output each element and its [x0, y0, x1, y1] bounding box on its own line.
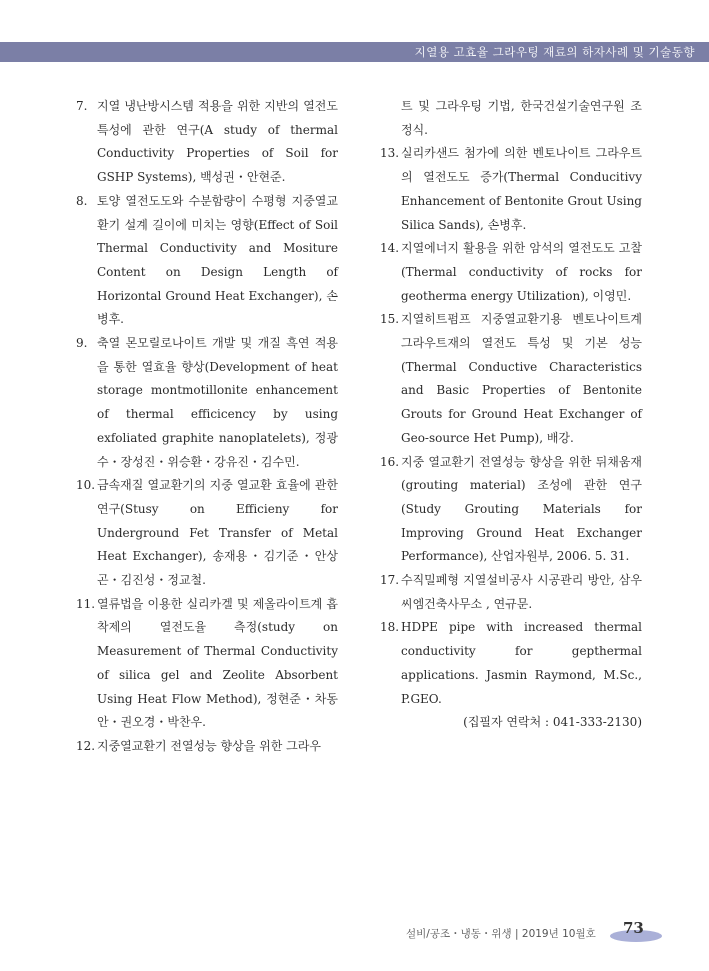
- reference-text: 트 및 그라우팅 기법, 한국건설기술연구원 조정식.: [401, 99, 642, 137]
- reference-item: [380, 451, 642, 570]
- reference-number: 16.: [380, 454, 400, 469]
- reference-text: 지열 냉난방시스템 적용을 위한 지반의 열전도 특성에 관한 연구(A study of thermal Conductivity Properties of Soil for GSHP Systems), 백성권・안현준.: [97, 99, 338, 185]
- header-band: [0, 42, 709, 62]
- reference-number: 15.: [380, 312, 400, 327]
- reference-number: 10.: [76, 478, 96, 493]
- reference-item: [76, 190, 338, 332]
- reference-text: 열류법을 이용한 실리카겔 및 제올라이트계 흡착제의 열전도율 측정(study on Measurement of Thermal Conductivity of silica gel and Zeolite Absorbent Using Heat Flow Method), 정현준・차동안・권오경・박찬우.: [97, 596, 338, 730]
- reference-text: 지중 열교환기 전열성능 향상을 위한 뒤채움재(grouting material) 조성에 관한 연구(Study Grouting Materials for Improving Ground Heat Exchanger Performance), 산업자원부, 2006. 5. 31.: [401, 454, 642, 564]
- reference-item-continued: [380, 95, 642, 142]
- reference-number: 7.: [76, 99, 88, 113]
- reference-item: [380, 237, 642, 308]
- references-right-column: [380, 95, 642, 735]
- author-contact: (집필자 연락처 : 041-333-2130): [463, 715, 642, 730]
- reference-item: [76, 95, 338, 190]
- references-left-column: [76, 95, 338, 759]
- footer-publication: 설비/공조・냉동・위생 | 2019년 10월호: [406, 928, 596, 940]
- reference-number: 17.: [380, 573, 400, 588]
- reference-text: HDPE pipe with increased thermal conductivity for gepthermal applications. Jasmin Raymond, M.Sc., P.GEO.: [401, 620, 642, 706]
- reference-number: 13.: [380, 146, 400, 161]
- reference-item: [380, 616, 642, 711]
- reference-text: 금속재질 열교환기의 지중 열교환 효율에 관한 연구(Stusy on Efficieny for Underground Fet Transfer of Metal Heat Exchanger), 송재용・김기준・안상곤・김진성・정교철.: [97, 478, 338, 588]
- reference-text: 실리카샌드 첨가에 의한 벤토나이트 그라우트의 열전도도 증가(Thermal Conducitivy Enhancement of Bentonite Grout Using Silica Sands), 손병후.: [401, 146, 642, 232]
- reference-text: 토양 열전도도와 수분함량이 수평형 지중열교환기 설계 길이에 미치는 영향(Effect of Soil Thermal Conductivity and Mositure Content on Design Length of Horizontal Ground Heat Exchanger), 손병후.: [97, 193, 338, 327]
- reference-number: 11.: [76, 596, 96, 611]
- reference-text: 수직밀폐형 지열설비공사 시공관리 방안, 삼우씨엠건축사무소 , 연규문.: [401, 573, 642, 611]
- reference-text: 지열에너지 활용을 위한 암석의 열전도도 고찰(Thermal conductivity of rocks for geotherma energy Utilization), 이영민.: [401, 241, 642, 303]
- reference-number: 9.: [76, 336, 88, 351]
- reference-text: 축열 몬모릴로나이트 개발 및 개질 흑연 적용을 통한 열효율 향상(Development of heat storage montmotillonite enhancement of thermal efficicency by using exfoliated graphite nanoplatelets), 정광수・장성진・위승환・강유진・김수민.: [97, 336, 338, 469]
- reference-item: [380, 569, 642, 616]
- reference-item: [76, 332, 338, 474]
- reference-item: [76, 735, 338, 759]
- reference-item: [76, 474, 338, 593]
- reference-item: [380, 142, 642, 237]
- reference-text: 지열히트펌프 지중열교환기용 벤토나이트계 그라우트재의 열전도 특성 및 기본 성능(Thermal Conductive Characteristics and Basic Properties of Bentonite Grouts for Ground Heat Exchanger of Geo-source Het Pump), 배강.: [401, 312, 642, 445]
- page-number: 73: [623, 919, 644, 937]
- reference-number: 18.: [380, 620, 400, 635]
- reference-number: 14.: [380, 241, 400, 256]
- reference-item: [76, 593, 338, 735]
- reference-number: 8.: [76, 193, 88, 208]
- reference-number: 12.: [76, 738, 96, 753]
- reference-item: [380, 308, 642, 450]
- reference-text: 지중열교환기 전열성능 향상을 위한 그라우: [97, 738, 321, 753]
- header-title: 지열용 고효율 그라우팅 재료의 하자사례 및 기술동향: [414, 45, 695, 59]
